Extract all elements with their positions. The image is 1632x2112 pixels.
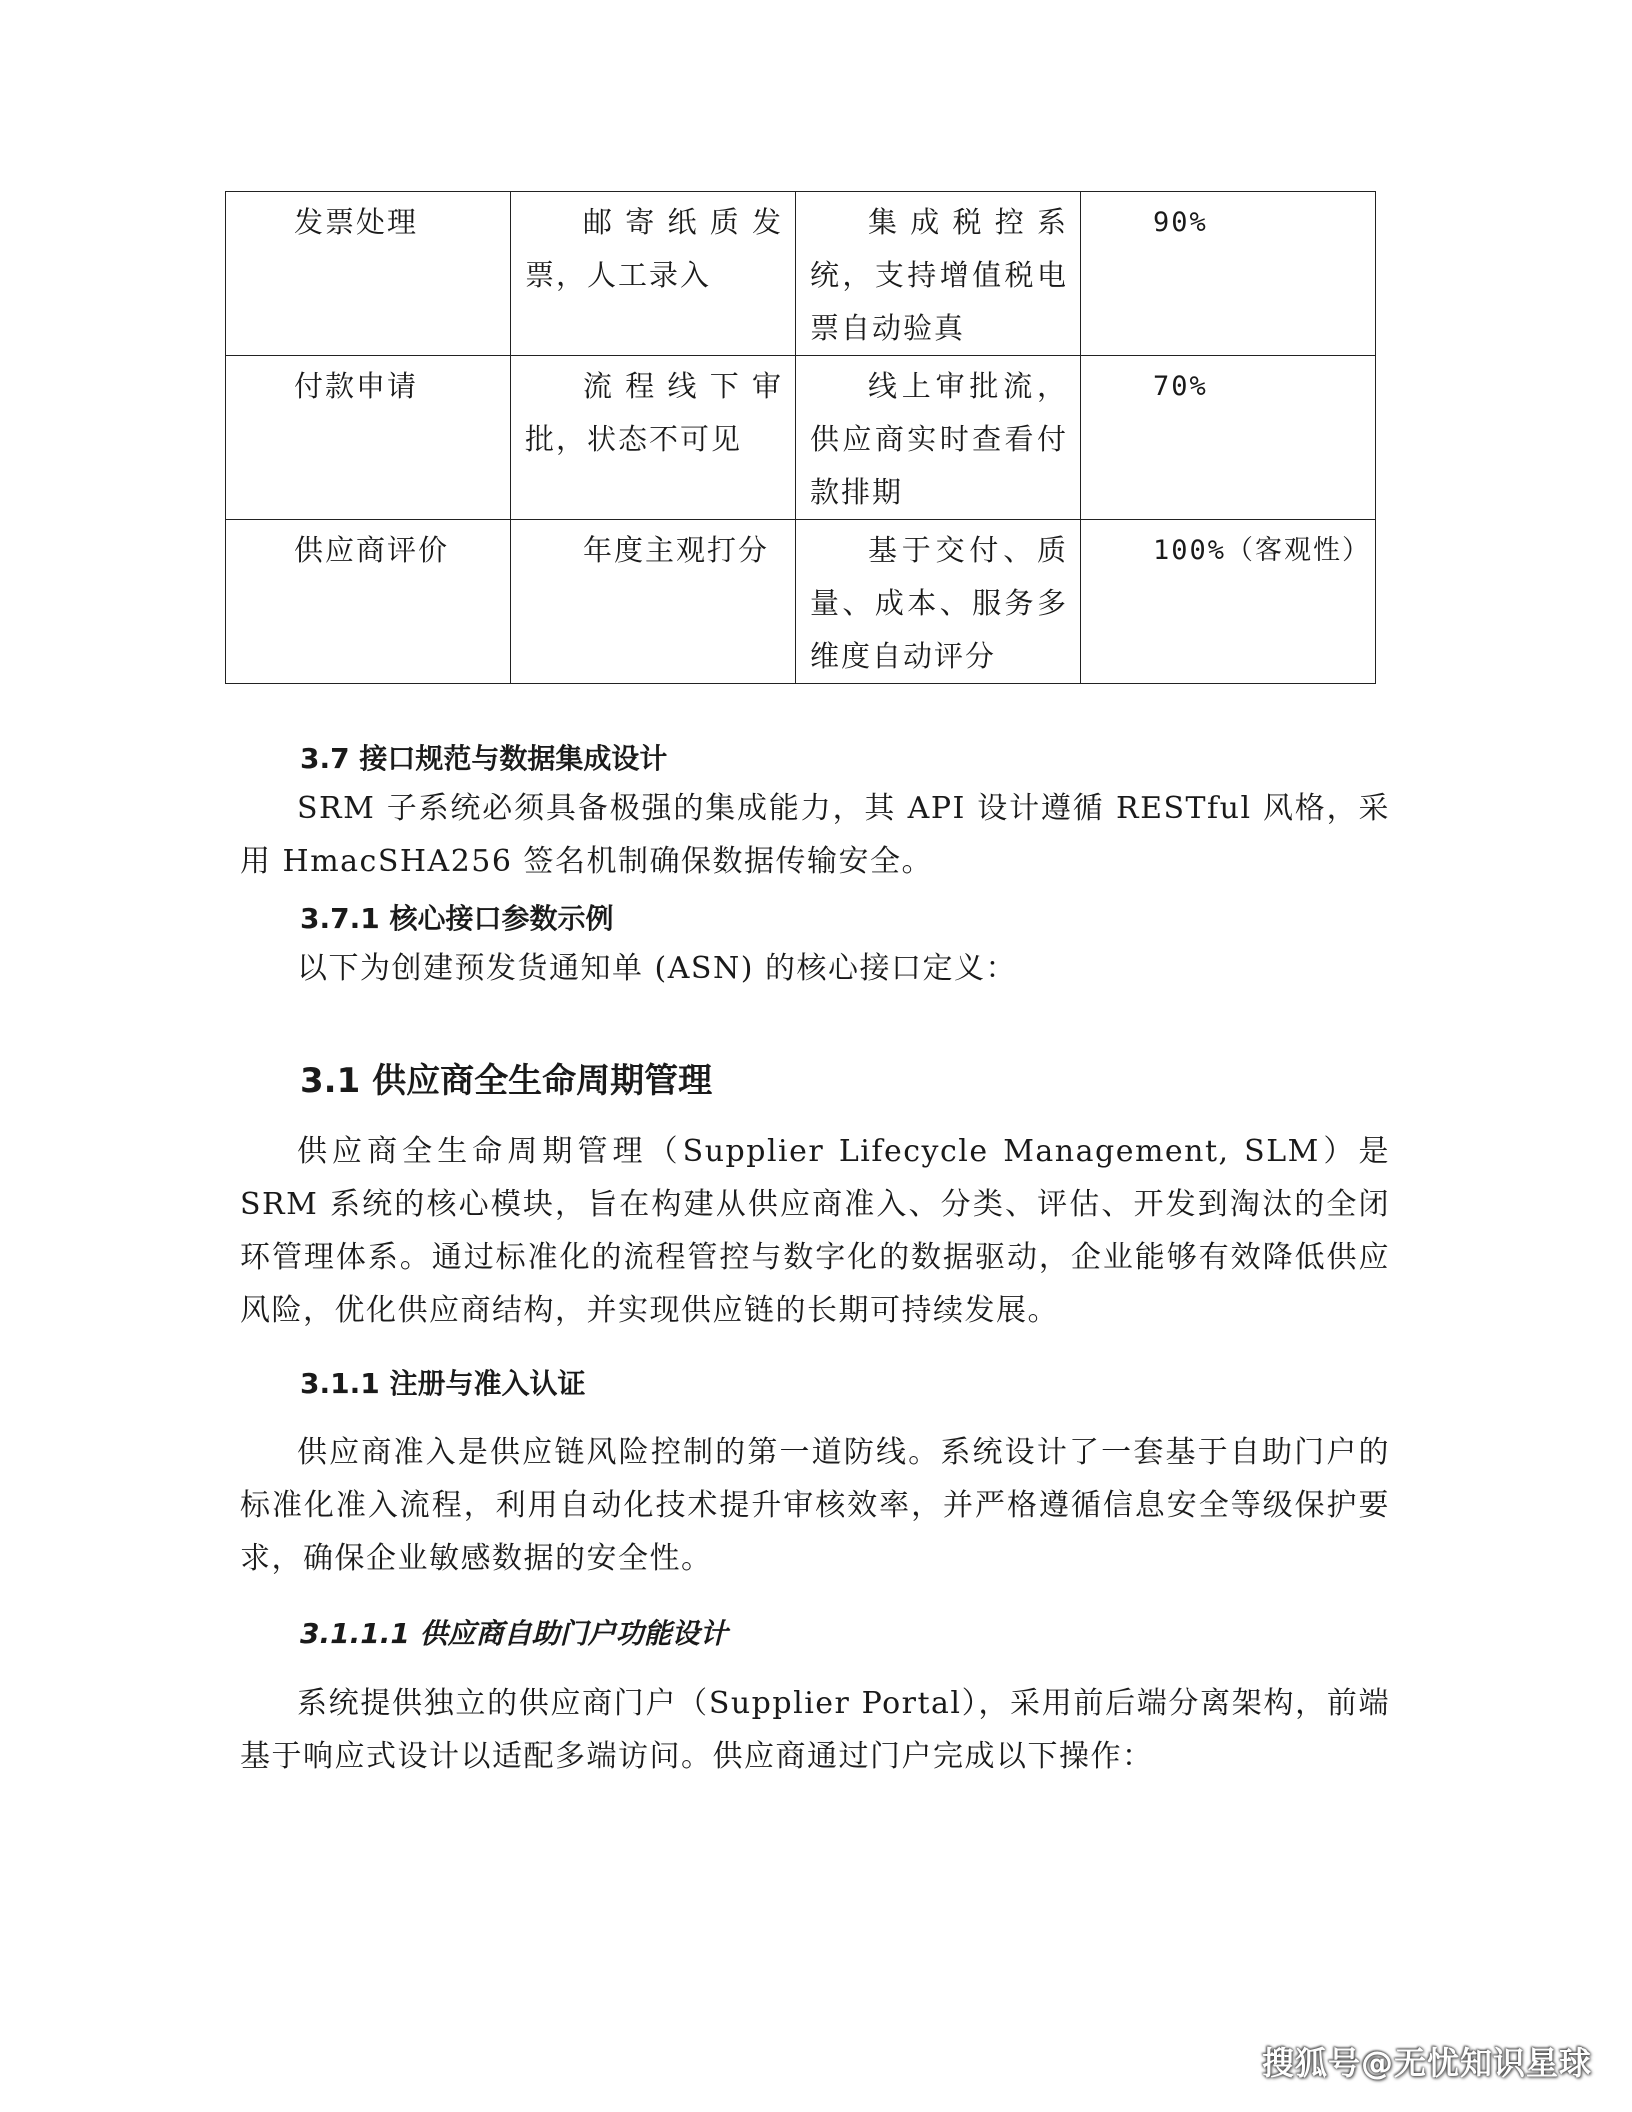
- table-cell-rate: 70%: [1081, 356, 1376, 520]
- paragraph-3-7-1: 以下为创建预发货通知单 (ASN) 的核心接口定义：: [297, 951, 1017, 986]
- paragraph-3-7: SRM 子系统必须具备极强的集成能力，其 API 设计遵循 RESTful 风格，采用 HmacSHA256 签名机制确保数据传输安全。: [240, 791, 1390, 879]
- heading-3-1: 3.1 供应商全生命周期管理: [300, 1061, 713, 1101]
- table-cell-before: 年度主观打分: [511, 520, 796, 684]
- table-row: [226, 356, 1376, 520]
- table-cell-rate: 90%: [1081, 192, 1376, 356]
- comparison-table-container: [225, 191, 1375, 684]
- comparison-table: [225, 191, 1376, 684]
- table-cell-after: 集成税控系统，支持增值税电票自动验真: [796, 192, 1081, 356]
- table-row: [226, 192, 1376, 356]
- heading-3-7-1: 3.7.1 核心接口参数示例: [300, 902, 614, 935]
- paragraph-3-1: 供应商全生命周期管理（Supplier Lifecycle Management, SLM）是 SRM 系统的核心模块，旨在构建从供应商准入、分类、评估、开发到淘汰的全闭环管理体系。通过标准化的流程管控与数字化的数据驱动，企业能够有效降低供应风险，优化供应商结构，并实现供应链的长期可持续发展。: [240, 1134, 1390, 1328]
- paragraph-3-1-1-1: 系统提供独立的供应商门户（Supplier Portal），采用前后端分离架构，前端基于响应式设计以适配多端访问。供应商通过门户完成以下操作：: [240, 1686, 1390, 1774]
- table-cell-before: 流程线下审批，状态不可见: [511, 356, 796, 520]
- table-cell-item: 付款申请: [226, 356, 511, 520]
- table-row: [226, 520, 1376, 684]
- watermark: 搜狐号@无忧知识星球: [1261, 2044, 1592, 2082]
- table-cell-item: 发票处理: [226, 192, 511, 356]
- table-cell-rate: 100%（客观性）: [1081, 520, 1376, 684]
- table-cell-before: 邮寄纸质发票，人工录入: [511, 192, 796, 356]
- heading-3-7: 3.7 接口规范与数据集成设计: [300, 742, 668, 775]
- table-cell-item: 供应商评价: [226, 520, 511, 684]
- paragraph-3-1-1: 供应商准入是供应链风险控制的第一道防线。系统设计了一套基于自助门户的标准化准入流程，利用自动化技术提升审核效率，并严格遵循信息安全等级保护要求，确保企业敏感数据的安全性。: [240, 1435, 1390, 1576]
- table-cell-after: 线上审批流，供应商实时查看付款排期: [796, 356, 1081, 520]
- table-cell-after: 基于交付、质量、成本、服务多维度自动评分: [796, 520, 1081, 684]
- heading-3-1-1: 3.1.1 注册与准入认证: [300, 1367, 586, 1400]
- heading-3-1-1-1: 3.1.1.1 供应商自助门户功能设计: [300, 1617, 728, 1650]
